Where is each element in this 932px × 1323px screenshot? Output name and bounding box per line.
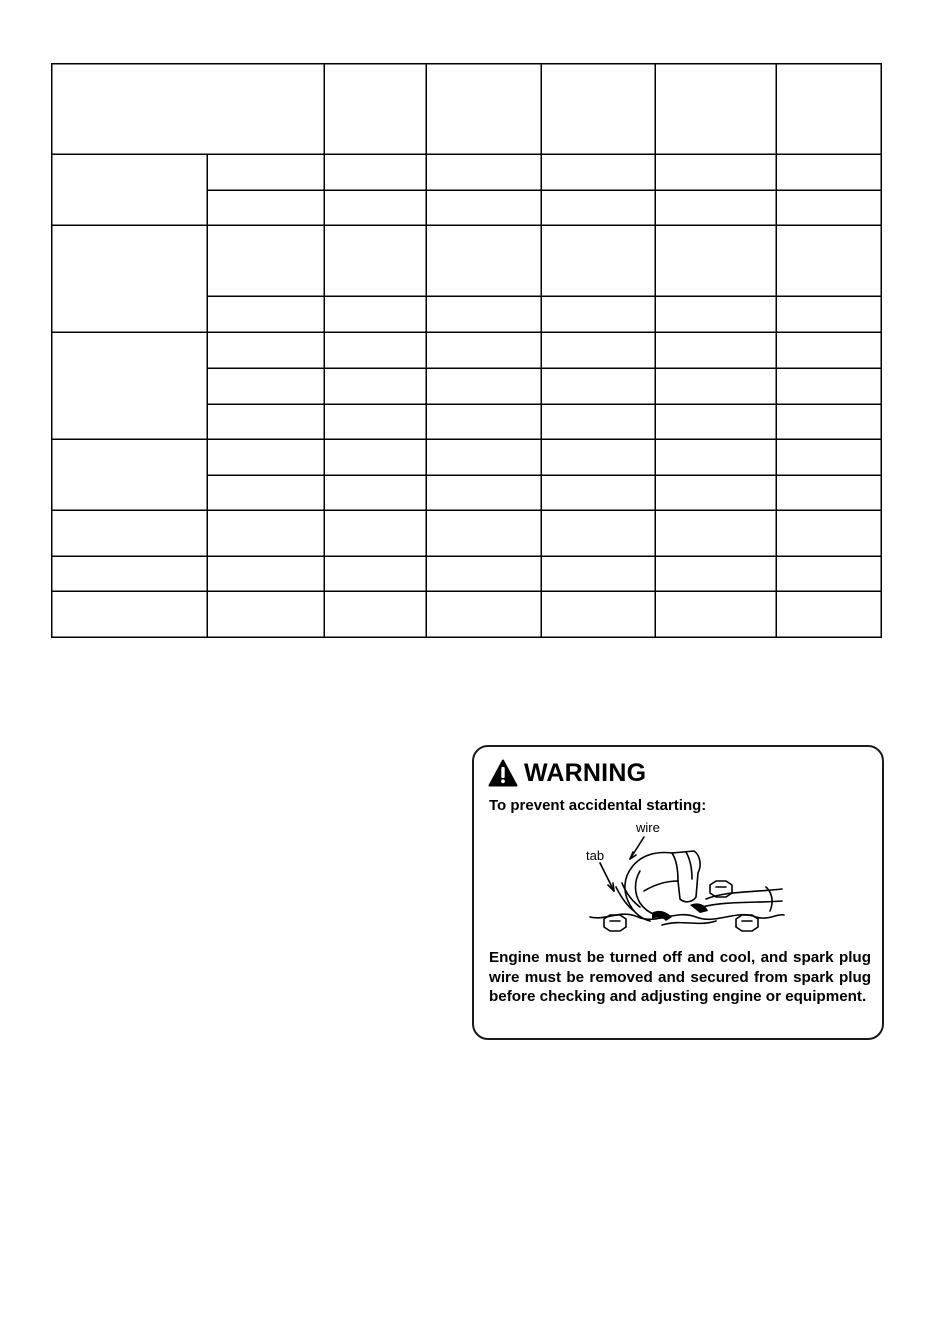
warning-body-text: Engine must be turned off and cool, and spark plug wire must be removed and secured from spark plug before checking and adjusting engine or equipment. [489, 949, 871, 1005]
wire-label: wire [636, 820, 660, 835]
alert-triangle-icon [488, 759, 518, 787]
warning-label [472, 745, 884, 1040]
warning-header [488, 757, 646, 789]
spark-plug-illustration [586, 821, 786, 933]
table-outer-border [52, 64, 882, 638]
warning-subtitle: To prevent accidental starting: [489, 797, 707, 814]
warning-title: WARNING [524, 759, 647, 787]
tab-label: tab [586, 848, 605, 863]
spark-plug-drawing [586, 821, 786, 933]
table-grid-lines [51, 63, 882, 638]
specification-table [51, 63, 882, 638]
